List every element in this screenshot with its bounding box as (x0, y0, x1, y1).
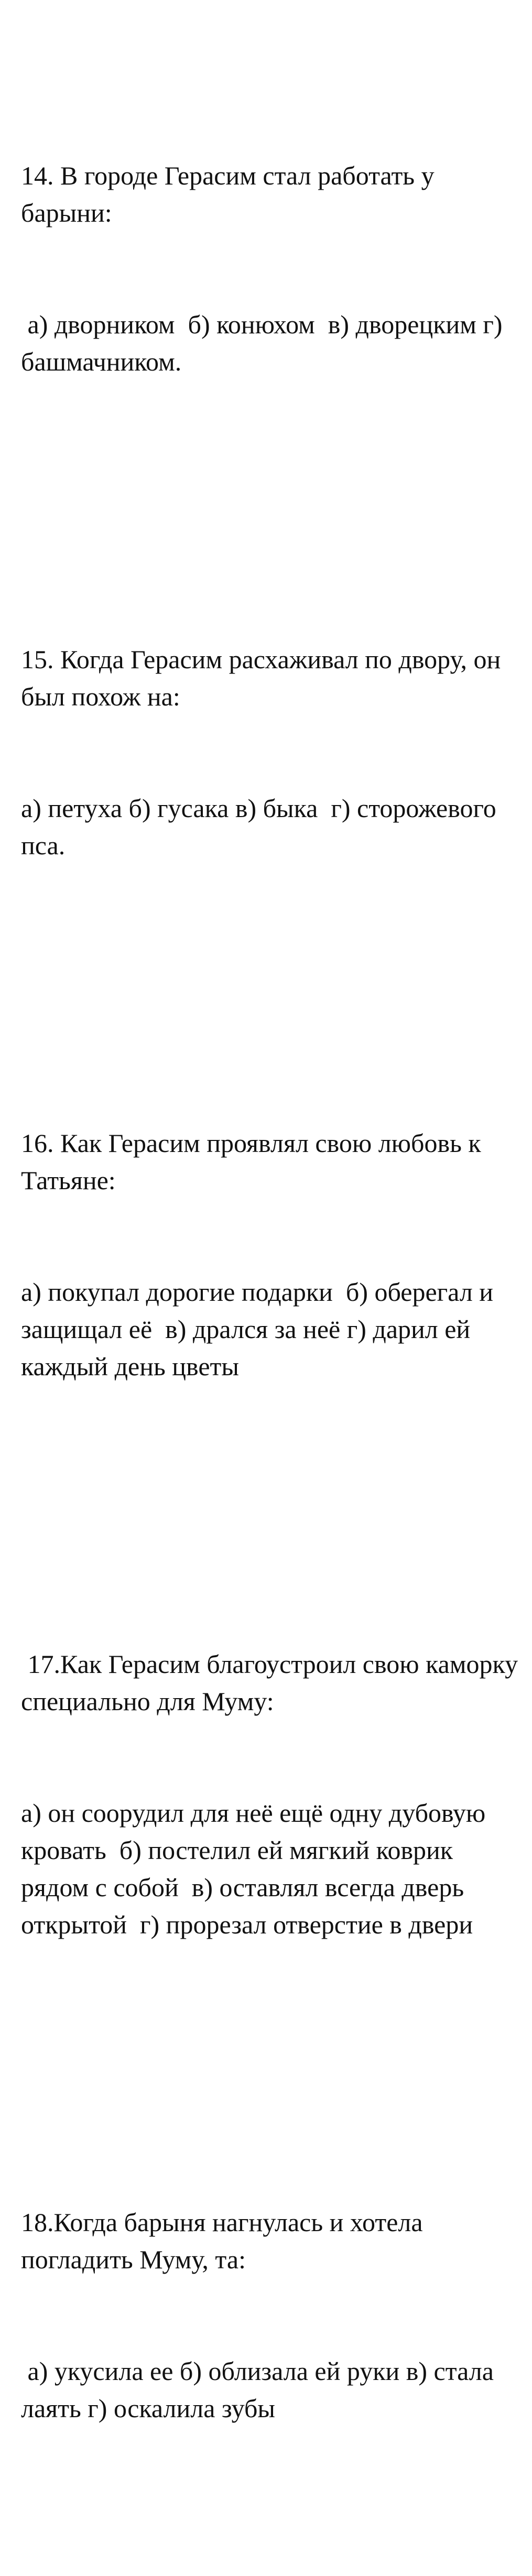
question-14 (21, 83, 524, 455)
document-page (21, 8, 524, 2576)
question-15 (21, 567, 524, 939)
question-options: а) покупал дорогие подарки б) оберегал и защищал её в) дрался за неё г) дарил ей каждый день цветы (21, 1277, 500, 1381)
question-17 (21, 1571, 524, 2018)
question-18 (21, 2129, 524, 2502)
question-prompt: 17.Как Герасим благоустроил свою каморку специально для Муму: (21, 1649, 525, 1716)
question-prompt: 15. Когда Герасим расхаживал по двору, он был похож на: (21, 645, 507, 711)
question-options: а) дворником б) конюхом в) дворецким г) башмачником. (21, 310, 509, 376)
question-prompt: 14. В городе Герасим стал работать у барыни: (21, 161, 441, 227)
question-options: а) петуха б) гусака в) быка г) сторожевого пса. (21, 794, 503, 860)
question-options: а) укусила ее б) облизала ей руки в) стала лаять г) оскалила зубы (21, 2356, 501, 2423)
question-16 (21, 1050, 524, 1460)
question-prompt: 18.Когда барыня нагнулась и хотела погладить Муму, та: (21, 2208, 430, 2274)
question-prompt: 16. Как Герасим проявлял свою любовь к Татьяне: (21, 1128, 488, 1195)
question-options: а) он соорудил для неё ещё одну дубовую кровать б) постелил ей мягкий коврик рядом с собой в) оставлял всегда дверь открытой г) прорезал отверстие в двери (21, 1798, 492, 1939)
